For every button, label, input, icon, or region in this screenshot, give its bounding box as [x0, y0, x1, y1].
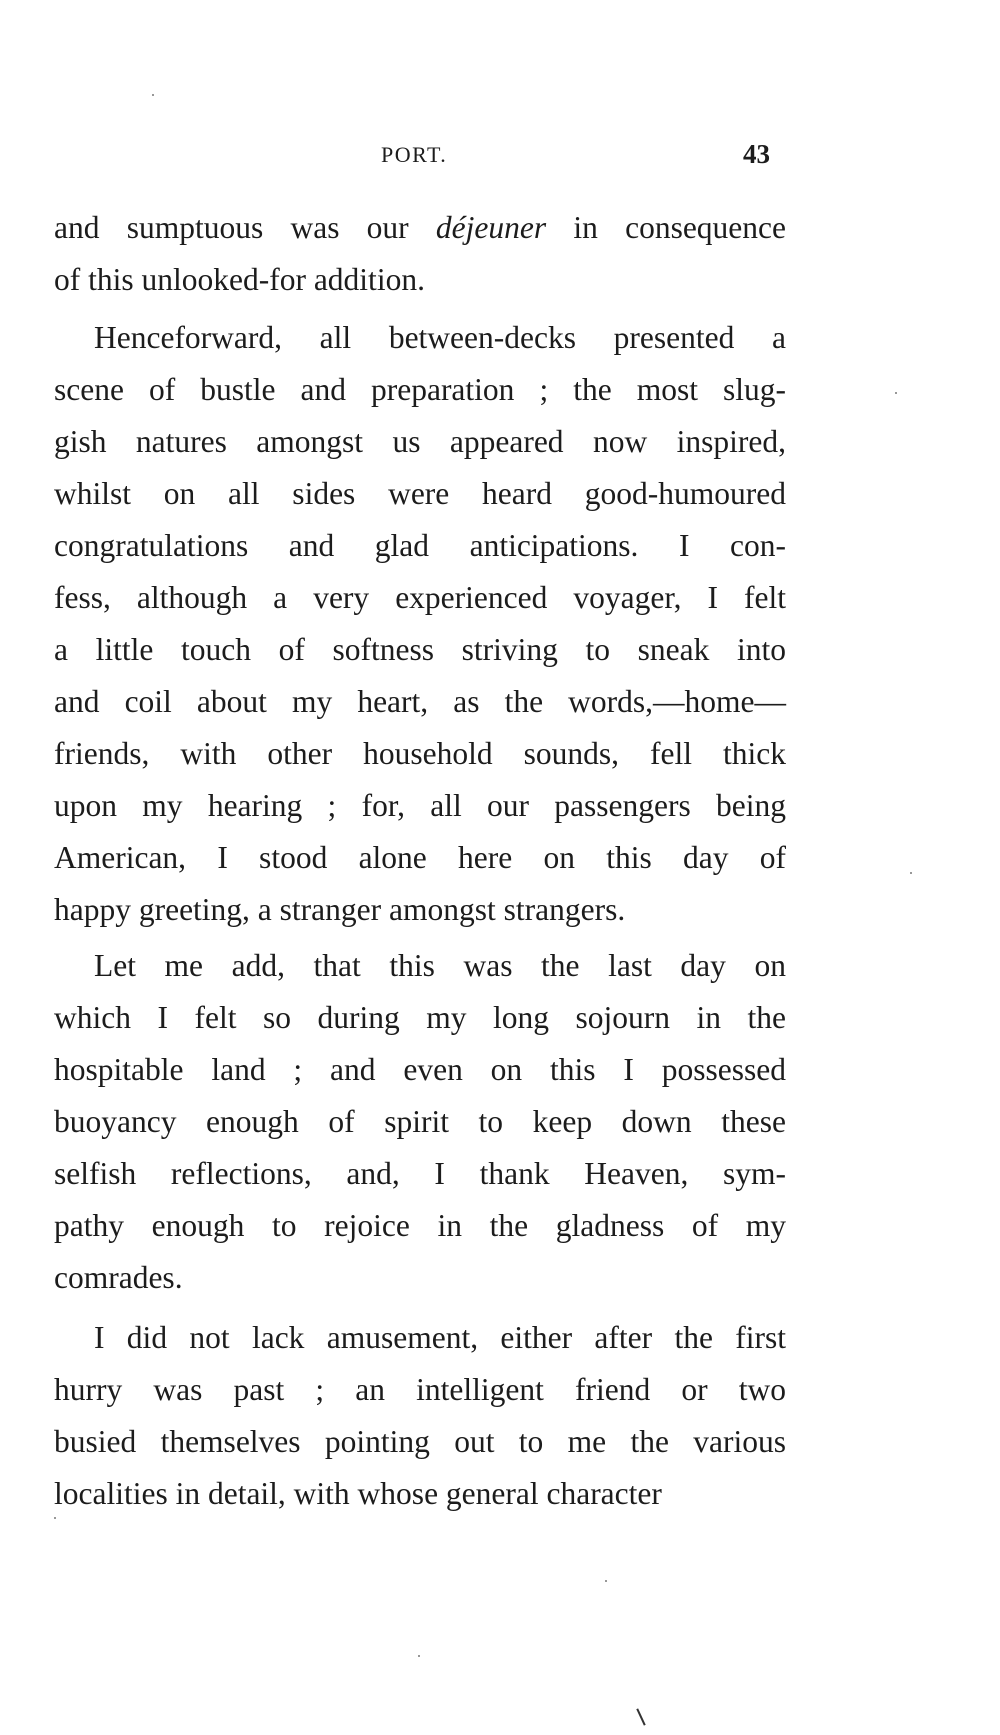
text-run: localities in detail, with whose general character [54, 1476, 662, 1511]
text-line [54, 1471, 786, 1523]
text-line [54, 731, 786, 783]
body-text [54, 205, 786, 1523]
text-run: hurry was past ; an intelligent friend or two [54, 1372, 786, 1407]
text-run: comrades. [54, 1260, 183, 1295]
text-run: fess, although a very experienced voyager, I felt [54, 580, 786, 615]
paper-speck [152, 94, 154, 96]
text-line [54, 257, 786, 309]
text-run: pathy enough to rejoice in the gladness of my [54, 1208, 786, 1243]
text-run: busied themselves pointing out to me the various [54, 1424, 786, 1459]
page-number: 43 [743, 139, 770, 169]
text-run: congratulations and glad anticipations. I con- [54, 528, 786, 563]
text-line [54, 1151, 786, 1203]
text-run: which I felt so during my long sojourn in the [54, 1000, 786, 1035]
running-title: PORT. [381, 142, 448, 167]
text-line [54, 783, 786, 835]
text-line [54, 367, 786, 419]
text-line [54, 627, 786, 679]
text-run: I did not lack amusement, either after the first [94, 1320, 786, 1355]
text-run: and coil about my heart, as the words,—home— [54, 684, 786, 719]
text-run: Henceforward, all between-decks presented a [94, 320, 786, 355]
text-line [54, 995, 786, 1047]
text-run: and sumptuous was our [54, 210, 436, 245]
text-run: happy greeting, a stranger amongst strangers. [54, 892, 626, 927]
text-run: selfish reflections, and, I thank Heaven, sym- [54, 1156, 786, 1191]
paper-speck [910, 872, 912, 874]
paper-speck [54, 1517, 56, 1519]
text-line [54, 315, 786, 367]
text-run: upon my hearing ; for, all our passengers being [54, 788, 786, 823]
running-head [0, 140, 1000, 180]
text-run: Let me add, that this was the last day on [94, 948, 786, 983]
text-line [54, 679, 786, 731]
text-run: a little touch of softness striving to sneak into [54, 632, 786, 667]
text-line [54, 943, 786, 995]
text-line [54, 1255, 786, 1307]
text-run: of this unlooked-for addition. [54, 262, 425, 297]
text-run: gish natures amongst us appeared now inspired, [54, 424, 786, 459]
text-line [54, 1315, 786, 1367]
text-line [54, 1099, 786, 1151]
paragraph [54, 205, 786, 309]
text-line [54, 1419, 786, 1471]
text-line [54, 887, 786, 939]
text-run: hospitable land ; and even on this I possessed [54, 1052, 786, 1087]
paper-speck [895, 392, 897, 394]
text-line [54, 835, 786, 887]
paragraph [54, 943, 786, 1307]
paper-speck [605, 1580, 607, 1582]
text-line [54, 1203, 786, 1255]
paragraph [54, 315, 786, 939]
text-run: whilst on all sides were heard good-humoured [54, 476, 786, 511]
text-line [54, 419, 786, 471]
text-line [54, 523, 786, 575]
text-run: friends, with other household sounds, fell thick [54, 736, 786, 771]
paper-speck [418, 1655, 420, 1657]
italic-word: déjeuner [435, 210, 547, 245]
paragraph [54, 1315, 786, 1523]
ink-mark [636, 1708, 645, 1725]
text-line [54, 575, 786, 627]
text-line [54, 205, 786, 257]
text-line [54, 471, 786, 523]
text-line [54, 1047, 786, 1099]
text-line [54, 1367, 786, 1419]
text-run: buoyancy enough of spirit to keep down these [54, 1104, 786, 1139]
text-run: in consequence [546, 210, 786, 245]
text-run: scene of bustle and preparation ; the most slug- [54, 372, 786, 407]
text-run: American, I stood alone here on this day of [54, 840, 786, 875]
